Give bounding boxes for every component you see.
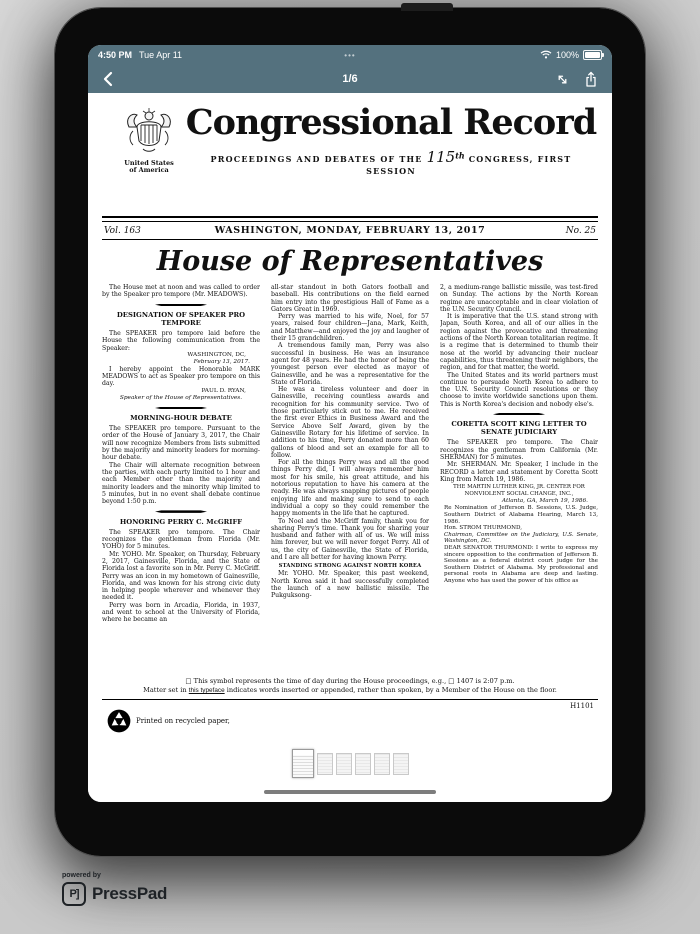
article-separator [155, 304, 207, 306]
article-block: The United States and its world partners must continue to persuade North Korea to adhere to the U.N. Security Council resolutions or they choose to invite worldwide sanctions upon them. This is North Korea's decision and nobody else's. [440, 371, 598, 408]
congress-number: 115 [426, 147, 456, 166]
footer-row [102, 702, 598, 734]
article-block: Perry was born in Arcadia, Florida, in 1937, and went to school at the University of Florida, where he became an [102, 601, 260, 624]
recycle-icon [106, 708, 132, 734]
presspad-logo-icon: P] [62, 882, 86, 906]
article-block: Speaker of the House of Representatives. [119, 394, 243, 401]
fullscreen-button[interactable] [555, 72, 570, 87]
article-block: Chairman, Committee on the Judiciary, U.S. Senate, Washington, DC. [444, 531, 598, 545]
eagle-seal-icon [123, 107, 175, 155]
footnote-typeface: Matter set in this typeface indicates words inserted or appended, rather than spoken, by a Member of the House on the floor. [143, 686, 557, 694]
article-block: all-star standout in both Gators football and baseball. His contributions on the field earned him entry into the prestigious Hall of Fame as a Gators Great in 1969. [271, 284, 429, 313]
article-separator [493, 413, 545, 415]
article-block: The Chair will alternate recognition between the parties, with each party limited to 1 hour and each Member other than the majority and minority leaders and the minority whip limited to 5 minutes, but in no event shall debate continue beyond 1:50 p.m. [102, 461, 260, 506]
page-thumbnail-2[interactable] [317, 753, 333, 775]
article-block: He was a tireless volunteer and doer in Gainesville, receiving countless awards and recognition for his community service. Two of those particularly stick out to me. He received the first ever Ethics in Business Award and the Service Above Self Award, given by the Gainesville Rotary for his lifetime of service. In addition to his time, Perry donated more than 60 gallons of blood and set an example for all to follow. [271, 386, 429, 459]
issue-dateline: WASHINGTON, MONDAY, FEBRUARY 13, 2017 [214, 225, 486, 236]
article-block: I hereby appoint the Honorable MARK MEADOWS to act as Speaker pro tempore on this day. [102, 365, 260, 388]
article-block: The SPEAKER pro tempore. Pursuant to the order of the House of January 3, 2017, the Chair will now recognize Members from lists submitted by the majority and minority leaders for morning-hour debate. [102, 425, 260, 462]
section-title: House of Representatives [156, 246, 544, 277]
masthead [102, 102, 598, 209]
article-block: 2, a medium-range ballistic missile, was test-fired on Sunday. The actions by the North Korean regime are unacceptable and in clear violation of the U.N. Security Council. [440, 284, 598, 313]
page-thumbnail-5[interactable] [374, 753, 390, 775]
article-block: PAUL D. RYAN, [201, 387, 246, 394]
issue-line [102, 222, 598, 239]
presspad-name: PressPad [92, 884, 168, 903]
page-indicator: 1/6 [342, 73, 358, 85]
date: Tue Apr 11 [139, 50, 183, 60]
article-block: The House met at noon and was called to order by the Speaker pro tempore (Mr. MEADOWS). [102, 284, 260, 299]
article-block: Mr. YOHO. Mr. Speaker, this past weekend, North Korea said it had successfully completed the launch of a new ballistic missile. The Pukguksong- [271, 570, 429, 600]
footer-rule [102, 699, 598, 700]
article-block: Hon. STROM THURMOND, [444, 525, 523, 532]
us-seal [118, 107, 180, 175]
tablet-device [55, 8, 645, 856]
article-columns [102, 284, 598, 671]
issue-number: No. 25 [565, 226, 596, 236]
article-block: WASHINGTON, DC, [187, 351, 246, 358]
article-block: The SPEAKER pro tempore laid before the House the following communication from the Speaker: [102, 329, 260, 352]
powered-by-label: powered by [62, 872, 101, 879]
wifi-icon [540, 50, 552, 61]
newspaper-column [102, 284, 260, 671]
article-block: STANDING STRONG AGAINST NORTH KOREA [278, 563, 422, 570]
article-block: DESIGNATION OF SPEAKER PRO TEMPORE [116, 310, 246, 327]
paper-title: Congressional Record [185, 102, 597, 143]
article-block: Atlanta, GA, March 19, 1986. [501, 498, 588, 505]
page-thumbnail-1[interactable] [292, 749, 314, 778]
article-block: The SPEAKER pro tempore. The Chair recognizes the gentleman from California (Mr. SHERMAN) for 5 minutes. [440, 439, 598, 462]
article-block: Mr. YOHO. Mr. Speaker, on Thursday, February 2, 2017, Gainesville, Florida, and the State of Florida lost a favorite son in Mr. Perry C. McGriff. Perry was an icon in my hometown of Gainesville, Florida, and was known for his strong civic duty in helping people wherever and whenever they needed it. [102, 550, 260, 602]
multitask-dots-icon: ••• [344, 50, 356, 60]
status-bar [88, 45, 612, 65]
article-block: Mr. SHERMAN. Mr. Speaker, I include in the RECORD a letter and statement by Coretta Scott King from March 19, 1986. [440, 461, 598, 483]
footnote-symbol: □ This symbol represents the time of day during the House proceedings, e.g., □ 1407 is 2:07 p.m. [185, 677, 515, 685]
article-separator [155, 407, 207, 409]
article-separator [155, 510, 207, 512]
footnotes [102, 677, 598, 695]
article-block: Re Nomination of Jefferson B. Sessions, U.S. Judge, Southern District of Alabama Hearing, March 13, 1986. [444, 505, 598, 525]
page-thumbnail-6[interactable] [393, 753, 409, 775]
issue-rule [102, 239, 598, 240]
printed-note: Printed on recycled paper, [136, 717, 230, 725]
article-block: A tremendous family man, Perry was also successful in business. He was an insurance agent for 48 years. He had the honor of being the youngest person ever elected as mayor of Gainesville, and he was a representative for the State of Florida. [271, 342, 429, 386]
volume-label: Vol. 163 [104, 226, 141, 236]
page-thumbnail-4[interactable] [355, 753, 371, 775]
clock: 4:50 PM [98, 50, 133, 60]
app-toolbar [88, 65, 612, 93]
article-block: DEAR SENATOR THURMOND: I write to express my sincere opposition to the confirmation of Jefferson B. Sessions as a federal district court judge for the Southern District of Alabama. My professional and personal roots in Alabama are deep and lasting. Anyone who has used the power of his office as [444, 544, 598, 584]
paper-subtitle: PROCEEDINGS AND DEBATES OF THE 115th CONGRESS, FIRST SESSION [210, 147, 572, 176]
seal-caption: United States of America [124, 159, 174, 175]
pager-scrollbar[interactable] [264, 790, 436, 794]
page-thumbnails [88, 749, 612, 778]
page-code: H1101 [570, 702, 594, 710]
article-block: The SPEAKER pro tempore. The Chair recognizes the gentleman from Florida (Mr. YOHO) for 5 minutes. [102, 528, 260, 551]
article-block: THE MARTIN LUTHER KING, JR. CENTER FOR NONVIOLENT SOCIAL CHANGE, INC., [453, 484, 585, 497]
newspaper-page [88, 93, 612, 734]
article-block: It is imperative that the U.S. stand strong with Japan, South Korea, and all of our allies in the region against the provocative and threatening actions of the North Korean totalitarian regime. It is a regime that is determined to thumb their nose at the world by advancing their nuclear capabilities, thus threatening their neighbors, the region, and for that matter, the world. [440, 313, 598, 372]
article-block: To Noel and the McGriff family, thank you for sharing Perry's time. Thank you for sharing your husband and father with all of us. We will miss him forever, but we will never forget Perry. All of us, the city of Gainesville, the State of Florida, and I are all better for having known Perry. [271, 517, 429, 561]
article-block: CORETTA SCOTT KING LETTER TO SENATE JUDICIARY [451, 420, 587, 437]
battery-percent: 100% [555, 50, 579, 60]
article-block: HONORING PERRY C. McGRIFF [119, 517, 243, 526]
article-block: February 13, 2017. [193, 358, 250, 365]
screen [88, 45, 612, 802]
newspaper-column [440, 284, 598, 671]
page-thumbnail-3[interactable] [336, 753, 352, 775]
presspad-branding [62, 872, 167, 906]
article-block: Perry was married to his wife, Noel, for 57 years, raised four children—Jana, Mark, Keith, and Matthew—and enjoyed the joy and laugher of their 15 grandchildren. [271, 313, 429, 343]
document-viewport[interactable] [88, 93, 612, 802]
article-block: For all the things Perry was and all the good things Perry did, I will always remember him most for his smile, his great attitude, and his notorious reputation to have his camera at the ready. He was always snapping pictures of people enjoying life and making sure to send to each individual a copy so they could remember the happy moments in the life that he captured. [271, 459, 429, 518]
article-block: MORNING-HOUR DEBATE [130, 414, 232, 423]
battery-icon [583, 50, 602, 60]
share-button[interactable] [584, 71, 598, 88]
newspaper-column [271, 284, 429, 671]
power-button [401, 3, 453, 11]
